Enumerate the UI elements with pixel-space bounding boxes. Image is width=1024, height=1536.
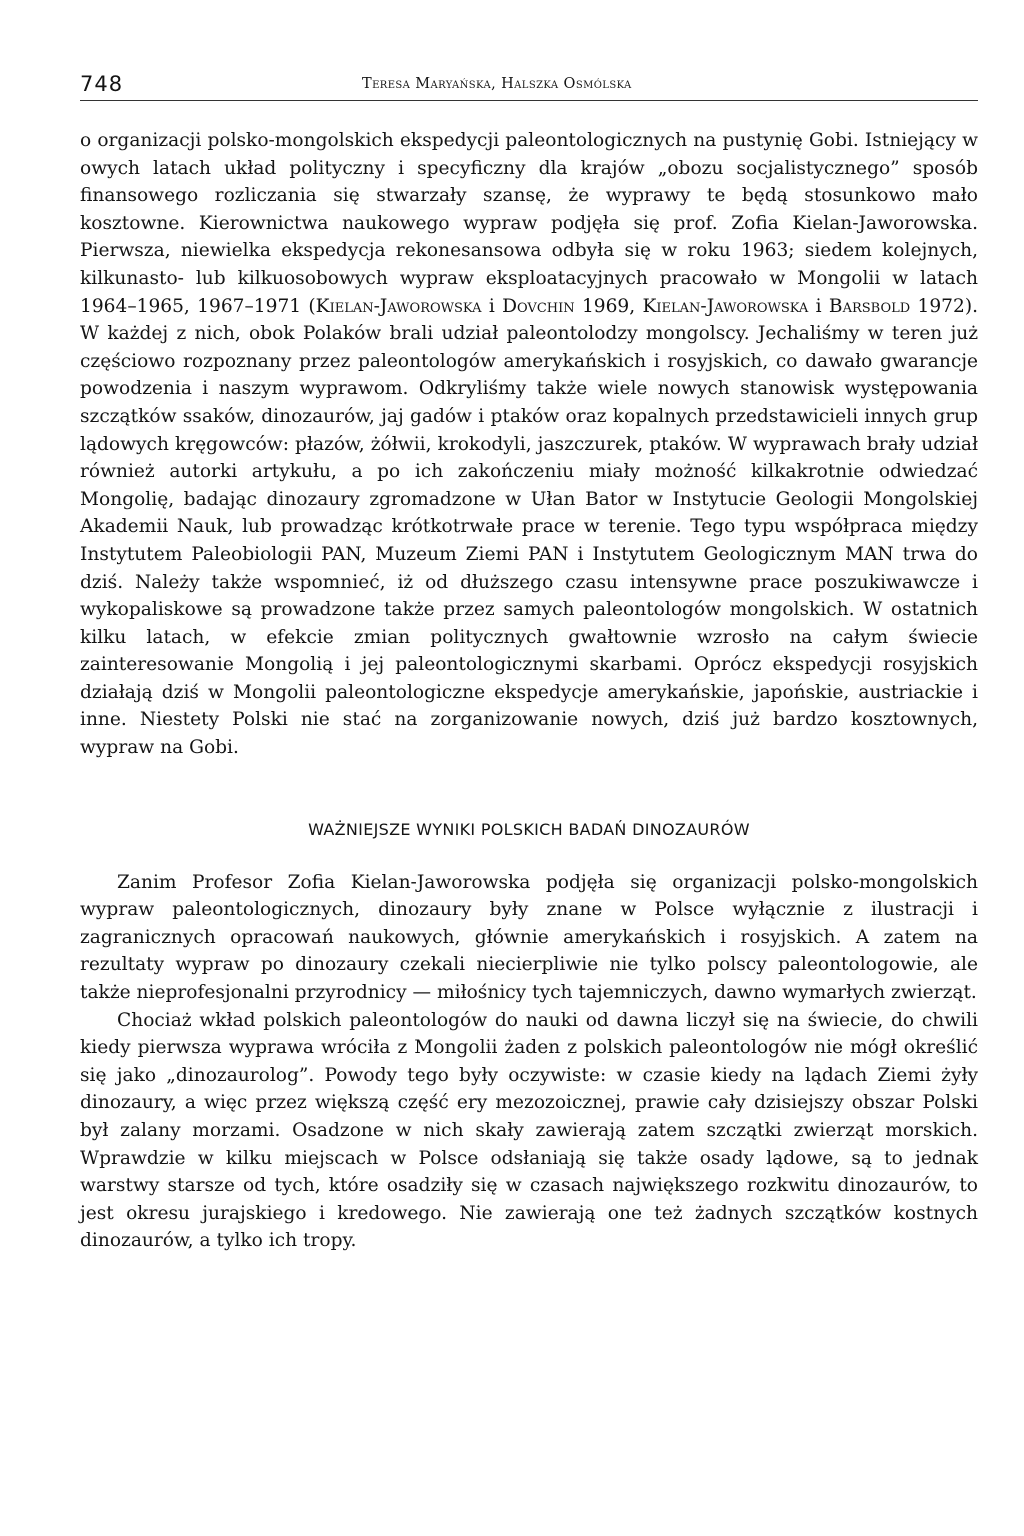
body-paragraph-3: Chociaż wkład polskich paleontologów do nauki od dawna liczył się na świecie, do chwili kiedy pierwsza wyprawa wróciła z Mongolii żaden z polskich paleontologów nie mógł określić się jako „dinozaurolog”. Powody tego były oczywiste: w czasie kiedy na lądach Ziemi żyły dinozaury, a więc przez większą część ery mezozoicznej, prawie cały dzisiejszy obszar Polski był zalany morzami. Osadzone w nich skały zawierają zatem szczątki zwierząt morskich. Wprawdzie w kilku miejscach w Polsce odsłaniają się także osady lądowe, są to jednak warstwy starsze od tych, które osadziły się w czasach największego rozkwitu dinozaurów, to jest okresu jurajskiego i kredowego. Nie zawierają one też żadnych szczątków kostnych dinozaurów, a tylko ich tropy. — [80, 1009, 978, 1252]
citation-author: Kielan-Jaworowska — [642, 295, 809, 317]
running-head — [80, 70, 978, 101]
citation-author: Barsbold — [828, 295, 911, 317]
body-paragraph-2: Zanim Profesor Zofia Kielan-Jaworowska podjęła się organizacji polsko-mongolskich wypraw paleontologicznych, dinozaury były znane w Polsce wyłącznie z ilustracji i zagranicznych opracowań naukowych, głównie amerykańskich i rosyjskich. A zatem na rezultaty wypraw po dinozaury czekali niecierpliwie nie tylko polscy paleontologowie, ale także nieprofesjonalni przyrodnicy — miłośnicy tych tajemniczych, dawno wymarłych zwierząt. — [80, 871, 978, 1004]
citation-connector: i — [481, 295, 503, 317]
running-title-authors: Teresa Maryańska, Halszka Osmólska — [362, 76, 632, 92]
citation-author: Dovchin — [502, 295, 575, 317]
body-paragraph-1 — [80, 127, 978, 762]
citation-author: Kielan-Jaworowska — [315, 295, 482, 317]
book-page — [80, 70, 978, 1255]
paragraph-text: o organizacji polsko-mongolskich ekspedycji paleontologicznych na pustynię Gobi. Istniejący w owych latach układ polityczny i specyficzny dla krajów „obozu socjalistycznego” sposób finansowego rozliczania się stwarzały szansę, że wyprawy te będą stosunkowo mało kosztowne. Kierownictwa naukowego wypraw podjęła się prof. Zofia Kielan-Jaworowska. Pierwsza, niewielka ekspedycja rekonesansowa odbyła się w roku 1963; siedem kolejnych, kilkunasto- lub kilkuosobowych wypraw eksploatacyjnych pracowało w Mongolii w latach 1964–1965, 1967–1971 ( — [80, 130, 978, 317]
page-number: 748 — [80, 72, 124, 96]
citation-connector: i — [808, 295, 829, 317]
paragraph-text: 1972). W każdej z nich, obok Polaków brali udział paleontolodzy mongolscy. Jechaliśmy w teren już częściowo rozpoznany przez paleontologów amerykańskich i rosyjskich, co dawało gwarancje powodzenia i naszym wyprawom. Odkryliśmy także wiele nowych stanowisk występowania szczątków ssaków, dinozaurów, jaj gadów i ptaków oraz kopalnych przedstawicieli innych grup lądowych kręgowców: płazów, żółwii, krokodyli, jaszczurek, ptaków. W wyprawach brały udział również autorki artykułu, a po ich zakończeniu miały możność kilkakrotnie odwiedzać Mongolię, badając dinozaury zgromadzone w Ułan Bator w Instytucie Geologii Mongolskiej Akademii Nauk, lub prowadząc krótkotrwałe prace w terenie. Tego typu współpraca między Instytutem Paleobiologii PAN, Muzeum Ziemi PAN i Instytutem Geologicznym MAN trwa do dziś. Należy także wspomnieć, iż od dłuższego czasu intensywne prace poszukiwawcze i wykopaliskowe są prowadzone także przez samych paleontologów mongolskich. W ostatnich kilku latach, w efekcie zmian politycznych gwałtownie wzrosło na całym świecie zainteresowanie Mongolią i jej paleontologicznymi skarbami. Oprócz ekspedycji rosyjskich działają dziś w Mongolii paleontologiczne ekspedycje amerykańskie, japońskie, austriackie i inne. Niestety Polski nie stać na zorganizowanie nowych, dziś już bardzo kosztownych, wypraw na Gobi. — [80, 295, 978, 759]
section-heading: WAŻNIEJSZE WYNIKI POLSKICH BADAŃ DINOZAURÓW — [308, 819, 750, 839]
citation-year: 1969, — [574, 295, 643, 317]
